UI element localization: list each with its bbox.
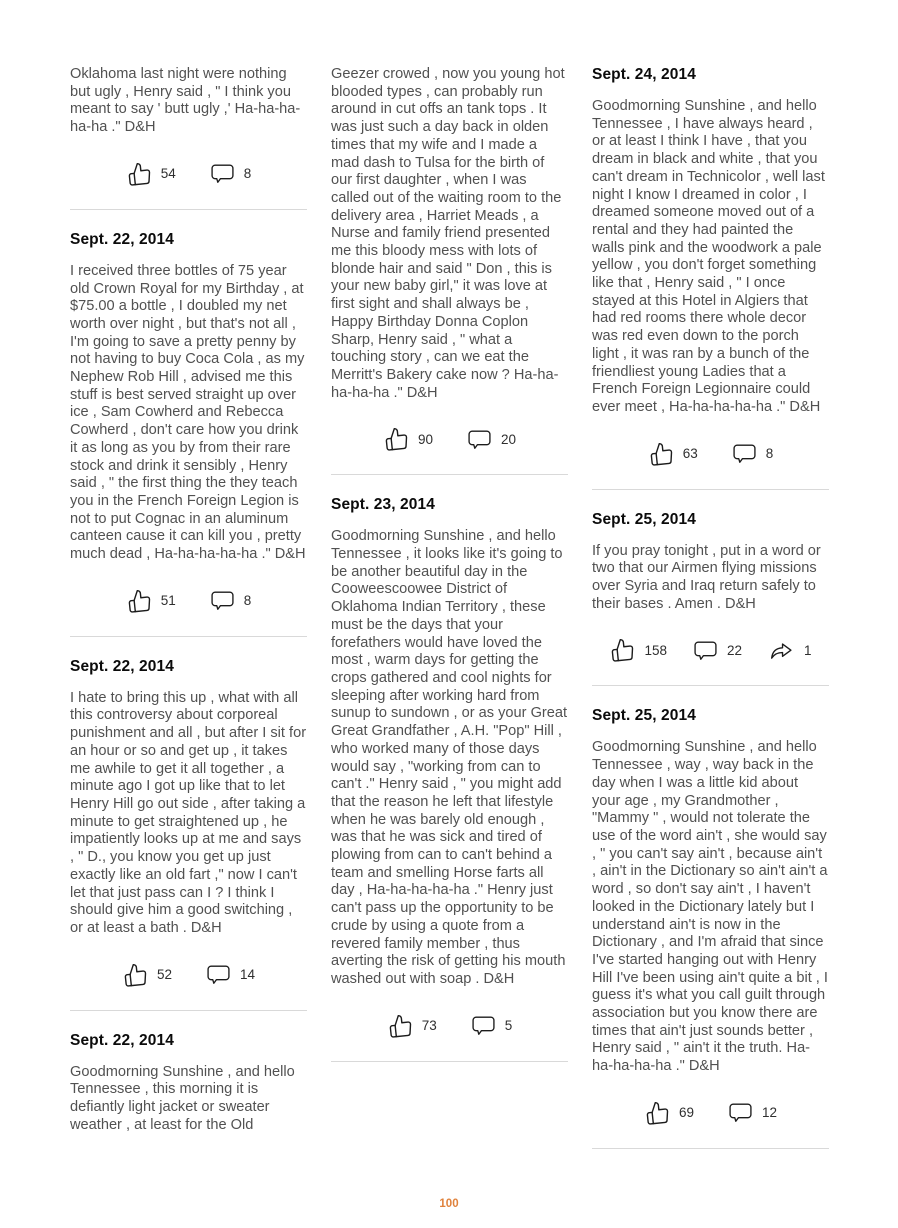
thumbs-up-icon — [648, 441, 674, 467]
thumbs-up-icon — [126, 588, 152, 614]
speech-bubble-icon — [693, 639, 718, 662]
post — [70, 231, 307, 637]
like-count: 52 — [156, 967, 172, 983]
comment-stat — [693, 639, 742, 662]
speech-bubble-icon — [728, 1101, 753, 1124]
thumbs-up-icon — [644, 1100, 670, 1126]
post — [331, 496, 568, 1061]
comment-stat — [728, 1101, 777, 1124]
post-body: If you pray tonight , put in a word or two that our Airmen flying missions over Syria and Iraq return safely to their bases . Amen . D&H — [592, 542, 821, 612]
column-2 — [331, 66, 568, 1170]
like-stat — [609, 637, 667, 663]
like-stat — [648, 441, 698, 467]
post-divider — [70, 1010, 307, 1011]
post-divider — [70, 636, 307, 637]
comment-count: 8 — [243, 166, 252, 182]
comment-count: 20 — [501, 431, 517, 447]
speech-bubble-icon — [210, 589, 235, 612]
post-date: Sept. 25, 2014 — [592, 510, 696, 528]
thumbs-up-icon — [383, 426, 409, 452]
post-date: Sept. 25, 2014 — [592, 707, 696, 725]
like-count: 158 — [644, 642, 667, 658]
comment-count: 22 — [726, 642, 743, 658]
like-stat — [387, 1013, 437, 1039]
like-stat — [383, 426, 433, 452]
like-stat — [126, 588, 176, 614]
post-body: Goodmorning Sunshine , and hello Tennessee , it looks like it's going to be another beautiful day in the Cooweescoowee District of Oklahoma Indian Territory , these must be the days that your forefathers would have loved the most , warm days for getting the crops gathered and cool nights for sleeping after working hard from sunup to sundown , or as your Great Great Grandfather , A.H. "Pop" Hill , who worked many of those days would say , "working from can to can't ." Henry said , " you might add that the reason he left that lifestyle when he was barely old enough , was that he was sick and tired of plowing from can to can't behind a team and smelling Horse farts all day , Ha-ha-ha-ha-ha ." Henry just can't pass up the opportunity to be crude by using a quote from a revered family member , thus averting the risk of getting his mouth washed out with soap . D&H — [331, 528, 568, 987]
post-divider — [70, 209, 307, 210]
post-body: Oklahoma last night were nothing but ugly , Henry said , " I think you meant to say ' butt ugly ,' Ha-ha-ha-ha-ha ." D&H — [70, 66, 301, 136]
post — [592, 511, 829, 687]
post-stats — [592, 1100, 829, 1126]
like-count: 54 — [160, 166, 176, 182]
post-date: Sept. 22, 2014 — [70, 1031, 174, 1049]
post — [70, 66, 307, 210]
page-number: 100 — [439, 1198, 459, 1210]
comment-count: 5 — [504, 1018, 513, 1034]
post-divider — [331, 1061, 568, 1062]
post-divider — [592, 1148, 829, 1149]
post-stats — [70, 161, 307, 187]
column-3 — [592, 66, 829, 1170]
speech-bubble-icon — [210, 162, 235, 185]
like-stat — [122, 962, 172, 988]
post-body: I hate to bring this up , what with all this controversy about corporeal punishment and all , but after I sit for an hour or so and get up , it takes me awhile to get it all together , a minute ago I got up like that to let Henry Hill go out side , after taking a minute to get straightened up , he impatiently looks up at me and says , " D., you know you get up just exactly like an old fart ," now I can't let that just pass can I ? I think I should give him a good switching , or at least a bath . D&H — [70, 689, 307, 936]
thumbs-up-icon — [609, 637, 635, 663]
speech-bubble-icon — [732, 442, 757, 465]
comment-count: 14 — [240, 967, 256, 983]
post-stats — [70, 588, 307, 614]
share-count: 1 — [804, 642, 812, 658]
share-stat — [768, 639, 812, 662]
like-count: 63 — [682, 446, 698, 462]
post-body: Goodmorning Sunshine , and hello Tennessee , way , way back in the day when I was a little kid about your age , my Grandmother , "Mammy " , would not tolerate the use of the word ain't , she would say , " you can't say ain't , because ain't , ain't in the Dictionary so ain't ain't a word , so don't say ain't , I haven't looked in the Dictionary lately but I understand ain't is now in the Dictionary , and I'm afraid that since I've started hanging out with Henry Hill I've been using ain't quite a bit , I guess it's what you call guilt through association but you know there are times that ain't just sounds better , Henry said , " ain't it the truth. Ha-ha-ha-ha-ha ." D&H — [592, 739, 828, 1075]
comment-count: 8 — [765, 446, 774, 462]
like-count: 51 — [160, 593, 176, 609]
post-body: Geezer crowed , now you young hot blooded types , can probably run around in cut offs an tank tops . It was just such a day back in olden times that my wife and I made a mad dash to Tulsa for the birth of our first daughter , when I was called out of the waiting room to the delivery area , Harriet Meads , a Nurse and family friend presented me this bloody mess with lots of blonde hair and said " Don , this is your new baby girl," it was love at first sight and shall always be , Happy Birthday Donna Coplon Sharp, Henry said , " what a touching story , can we eat the Merritt's Bakery cake now ? Ha-ha-ha-ha-ha ." D&H — [331, 66, 565, 401]
like-count: 90 — [417, 431, 433, 447]
post-stats — [331, 426, 568, 452]
post-date: Sept. 22, 2014 — [70, 657, 174, 675]
post-stats — [592, 637, 829, 663]
post-body: Goodmorning Sunshine , and hello Tennessee , this morning it is defiantly light jacket or sweater weather , at least for the Old — [70, 1063, 295, 1133]
post-stats — [70, 962, 307, 988]
comment-stat — [210, 162, 252, 185]
post-stats — [331, 1013, 568, 1039]
post-columns — [70, 66, 829, 1170]
post-date: Sept. 23, 2014 — [331, 496, 435, 514]
post-body: I received three bottles of 75 year old Crown Royal for my Birthday , at $75.00 a bottle , I doubled my net worth over night , but that's not all , I'm going to save a pretty penny by not having to buy Coca Cola , as my Nephew Rob Hill , advised me this stuff is best served straight up over ice , Sam Cowherd and Rebecca Cowherd , don't care how you drink it as long as you by from their rare stock and drink it sensibly , Henry said , " the first thing the they teach you in the French Foreign Legion is not to put Cognac in an aluminum canteen cause it can kill you , pretty much dead , Ha-ha-ha-ha-ha ." D&H — [70, 262, 306, 563]
post-stats — [592, 441, 829, 467]
thumbs-up-icon — [126, 161, 152, 187]
comment-stat — [732, 442, 774, 465]
comment-count: 12 — [762, 1105, 778, 1121]
post — [70, 658, 307, 1011]
comment-count: 8 — [243, 593, 252, 609]
post — [592, 66, 829, 490]
like-count: 73 — [421, 1018, 437, 1034]
speech-bubble-icon — [471, 1014, 496, 1037]
post — [70, 1032, 307, 1135]
post-divider — [592, 685, 829, 686]
post-body: Goodmorning Sunshine , and hello Tennessee , I have always heard , or at least I think I have , that you dream in black and white , that you can't dream in Technicolor , well last night I know I dreamed in color , I dreamed someone moved out of a rental and they had painted the walls pink and the woodwork a pale yellow , you don't forget something like that , Henry said , " I once stayed at this Hotel in Algiers that had red rooms there whole decor was red even down to the porch light , it was ran by a bunch of the friendliest young Ladies that a French Foreign Legionnaire could ever meet , Ha-ha-ha-ha-ha ." D&H — [592, 98, 825, 415]
post-divider — [592, 489, 829, 490]
post-date: Sept. 22, 2014 — [70, 230, 174, 248]
speech-bubble-icon — [206, 963, 231, 986]
like-stat — [126, 161, 176, 187]
column-1 — [70, 66, 307, 1170]
speech-bubble-icon — [467, 428, 492, 451]
comment-stat — [210, 589, 252, 612]
post — [331, 66, 568, 475]
share-arrow-icon — [768, 639, 795, 662]
comment-stat — [206, 963, 255, 986]
post-date: Sept. 24, 2014 — [592, 66, 696, 83]
comment-stat — [467, 428, 516, 451]
like-stat — [644, 1100, 694, 1126]
post — [592, 707, 829, 1148]
post-divider — [331, 474, 568, 475]
comment-stat — [471, 1014, 513, 1037]
thumbs-up-icon — [122, 962, 148, 988]
like-count: 69 — [678, 1105, 694, 1121]
thumbs-up-icon — [387, 1013, 413, 1039]
